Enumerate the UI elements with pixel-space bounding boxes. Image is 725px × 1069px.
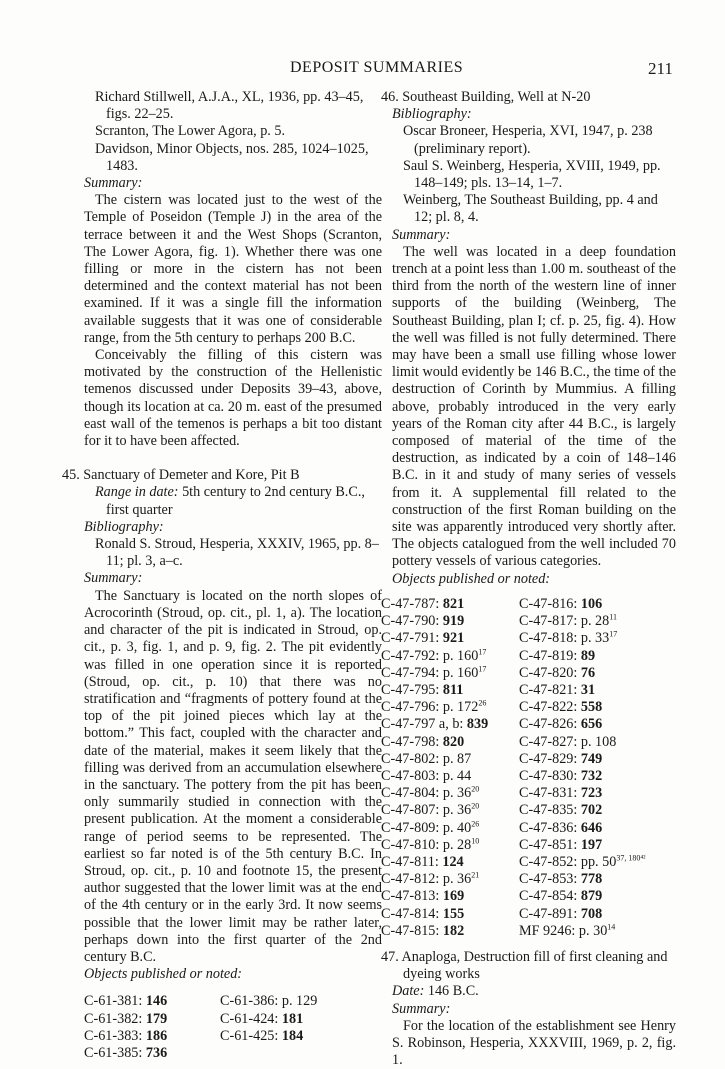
right-column (381, 89, 676, 1069)
object-entry: C-47-798: 820 (381, 733, 465, 750)
object-entry: C-47-802: p. 87 (381, 750, 472, 767)
bib-entry: Davidson, Minor Objects, nos. 285, 1024–1025, 1483. (95, 140, 369, 174)
object-entry: C-47-807: p. $36^{20}$ (381, 801, 480, 819)
object-entry: C-61-424: 181 (220, 1010, 304, 1027)
deposit-46-title: 46. Southeast Building, Well at N-20 (381, 89, 591, 105)
object-entry: C-47-803: p. 44 (381, 767, 472, 784)
object-entry: C-47-797 a, b: 839 (381, 716, 489, 733)
running-header: DEPOSIT SUMMARIES (290, 59, 464, 76)
object-entry: C-47-854: 879 (519, 888, 603, 905)
object-entry: C-47-891: 708 (519, 905, 603, 922)
object-entry: C-47-835: 702 (519, 802, 603, 819)
object-entry: C-47-826: 656 (519, 716, 603, 733)
bibliography-label: Bibliography: (392, 106, 472, 123)
left-column (62, 89, 382, 1062)
object-entry: C-47-829: 749 (519, 750, 603, 767)
object-entry: C-47-818: p. $33^{17}$ (519, 629, 618, 647)
object-entry: C-47-787: 821 (381, 595, 465, 612)
object-entry: C-47-819: 89 (519, 647, 596, 664)
object-entry: C-47-852: pp. $50^{37, 180^{42}}$ (519, 853, 646, 870)
summary-paragraph: The well was located in a deep foundation trench at a point less than 1.00 m. southeast of the third from the north of the western line of inner supports of the building (Weinberg, The Southeast Building, plan I; cf. p. 25, fig. 4). How the well was filled is not fully determined. There may have been a small use filling whose lower limit would evidently be 146 B.C., the time of the destruction of Corinth by Mummius. A filling above, probably introduced in the very early years of the Roman city after 44 B.C., is largely composed of material of the time of the destruction, as indicated by a coin of 148–146 B.C. in it and study of many series of vessels from it. A supplemental fill related to the construction of the first Roman building on the site was apparently introduced very shortly after. The objects catalogued from the well included 70 pottery vessels of various categories. (392, 243, 676, 570)
object-entry: C-47-811: 124 (381, 853, 464, 870)
object-entry: MF 9246: p. $30^{14}$ (519, 922, 616, 939)
summary-label: Summary: (84, 175, 143, 192)
object-entry: C-61-385: 736 (84, 1044, 168, 1061)
object-entry: C-47-812: p. $36^{21}$ (381, 870, 480, 888)
object-entry: C-61-425: 184 (220, 1027, 304, 1044)
range-line: Range in date: 5th century to 2nd century B.C., first quarter (95, 484, 365, 518)
objects-label: Objects published or noted: (392, 570, 551, 587)
object-entry: C-47-794: p. $160^{17}$ (381, 663, 487, 681)
object-entry: C-47-810: p. $28^{10}$ (381, 836, 480, 853)
summary-label: Summary: (392, 1000, 451, 1017)
object-entry: C-47-821: 31 (519, 681, 596, 698)
object-entry: C-61-382: 179 (84, 1010, 168, 1027)
object-entry: C-47-804: p. $36^{20}$ (381, 784, 480, 802)
object-entry: C-47-831: 723 (519, 785, 603, 802)
object-entry: C-47-809: p. $40^{26}$ (381, 818, 480, 836)
deposit-47-title: 47. Anaploga, Destruction fill of first cleaning and dyeing works (381, 948, 668, 983)
object-entry: C-47-814: 155 (381, 905, 465, 922)
objects-list (84, 993, 382, 1062)
object-entry: C-47-795: 811 (381, 681, 464, 698)
objects-list (381, 596, 676, 940)
summary-paragraph: For the location of the establishment see Henry S. Robinson, Hesperia, XXXVIII, 1969, p. 2, fig. 1. (392, 1017, 676, 1069)
object-entry: C-47-827: p. 108 (519, 733, 617, 750)
page-number: 211 (648, 59, 673, 78)
object-entry: C-47-791: 921 (381, 630, 465, 647)
bib-entry: Ronald S. Stroud, Hesperia, XXXIV, 1965, pp. 8–11; pl. 3, a–c. (95, 536, 379, 570)
bib-entry: Oscar Broneer, Hesperia, XVI, 1947, p. 238 (preliminary report). (403, 123, 653, 157)
object-entry: C-47-853: 778 (519, 871, 603, 888)
summary-label: Summary: (392, 226, 451, 243)
bib-entry: Weinberg, The Southeast Building, pp. 4 and 12; pl. 8, 4. (403, 192, 658, 226)
objects-label: Objects published or noted: (84, 966, 243, 983)
bib-entry: Richard Stillwell, A.J.A., XL, 1936, pp. 43–45, figs. 22–25. (95, 89, 364, 123)
deposit-45-title: 45. Sanctuary of Demeter and Kore, Pit B (62, 467, 300, 484)
summary-label: Summary: (84, 570, 143, 587)
object-entry: C-47-790: 919 (381, 613, 465, 630)
object-entry: C-61-381: 146 (84, 993, 168, 1010)
summary-paragraph: The Sanctuary is located on the north slopes of Acrocorinth (Stroud, op. cit., pl. 1, a). The location and character of the pit is indicated in Stroud, op. cit., p. 3, fig. 1, and p. 9, fig. 2. The pit evidently was filled in one operation since it is reported (Stroud, op. cit., p. 10) that there was no stratification and “fragments of pottery found at the top of the pit joined pieces which lay at the bottom.” This fact, coupled with the character and date of the material, makes it seem likely that the filling was derived from an accumulation elsewhere in the sanctuary. The pottery from the pit has been only summarily studied in connection with the present publication. At the moment a considerable range of period seems to be represented. The earliest so far noted is of the 5th century B.C. In Stroud, op. cit., p. 10 and footnote 15, the present author suggested that the lower limit was at the end of the 4th century or in the early 3rd. It now seems possible that the lower limit may be rather later, perhaps down into the first quarter of the 2nd century B.C. (84, 587, 382, 965)
bib-entry: Scranton, The Lower Agora, p. 5. (95, 123, 286, 140)
object-entry: C-47-815: 182 (381, 922, 465, 939)
date-line: Date: 146 B.C. (392, 983, 479, 1000)
object-entry: C-47-830: 732 (519, 767, 603, 784)
object-entry: C-47-813: 169 (381, 888, 465, 905)
bib-entry: Saul S. Weinberg, Hesperia, XVIII, 1949, pp. 148–149; pls. 13–14, 1–7. (403, 157, 661, 192)
object-entry (220, 1045, 370, 1062)
object-entry: C-47-792: p. $160^{17}$ (381, 646, 487, 664)
bibliography-label: Bibliography: (84, 518, 164, 535)
summary-paragraph: Conceivably the filling of this cistern was motivated by the construction of the Hellenistic temenos discussed under Deposits 39–43, above, though its location at ca. 20 m. east of the presumed east wall of the temenos is perhaps a bit too distant for it to have been affected. (84, 347, 382, 450)
object-entry: C-47-816: 106 (519, 595, 603, 612)
object-entry: C-47-820: 76 (519, 664, 596, 681)
object-entry: C-47-796: p. $172^{26}$ (381, 698, 487, 716)
object-entry: C-61-383: 186 (84, 1027, 168, 1044)
object-entry: C-61-386: p. 129 (220, 993, 318, 1010)
summary-paragraph: The cistern was located just to the west of the Temple of Poseidon (Temple J) in the area of the terrace between it and the West Shops (Scranton, The Lower Agora, fig. 1). Whether there was one filling or more in the cistern has not been determined and the context material has not been examined. If it was a single fill the information available suggests that it was one of considerable range, from the 5th century to perhaps 200 B.C. (84, 192, 382, 346)
object-entry: C-47-851: 197 (519, 836, 603, 853)
object-entry: C-47-822: 558 (519, 699, 603, 716)
object-entry: C-47-817: p. $28^{11}$ (519, 612, 617, 630)
object-entry: C-47-836: 646 (519, 819, 603, 836)
